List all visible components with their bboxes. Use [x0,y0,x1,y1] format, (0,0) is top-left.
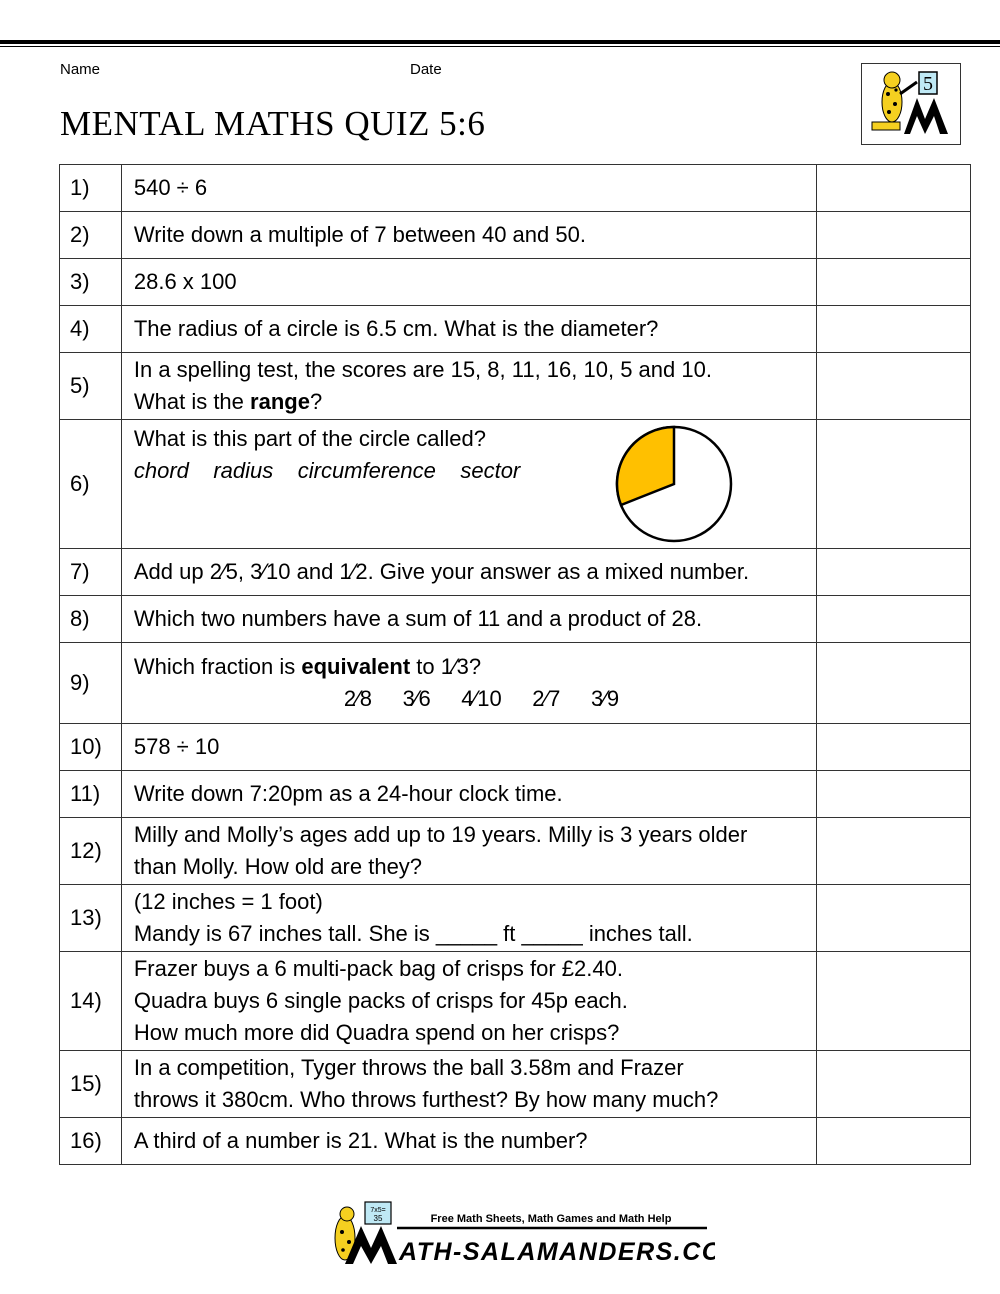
question-text: Add up 2⁄5, 3⁄10 and 1⁄2. Give your answer as a mixed number. [121,549,816,596]
question-row [60,259,971,306]
fraction: 1⁄2 [339,559,368,584]
question-number: 8) [60,596,122,643]
name-label: Name [60,61,101,78]
option: sector [460,458,521,483]
question-row [60,306,971,353]
fraction-choice: 4⁄10 [461,686,502,711]
question-text [121,420,816,549]
answer-box[interactable] [817,420,971,549]
question-number: 13) [60,885,122,952]
question-text: 540 ÷ 6 [121,165,816,212]
question-text: Write down a multiple of 7 between 40 and 50. [121,212,816,259]
quiz-table [59,164,971,1165]
keyword: range [250,389,310,414]
keyword: equivalent [301,654,411,679]
footer-logo [325,1198,715,1270]
circle-sector-diagram [612,422,736,546]
footer-site-name: ATH-SALAMANDERS.COM [399,1238,715,1266]
question-text: 28.6 x 100 [121,259,816,306]
answer-box[interactable] [817,1118,971,1165]
question-number: 7) [60,549,122,596]
fraction: 3⁄10 [250,559,291,584]
question-number: 2) [60,212,122,259]
fraction-choice: 2⁄7 [532,686,561,711]
question-row [60,420,971,549]
question-number: 16) [60,1118,122,1165]
answer-box[interactable] [817,353,971,420]
answer-box[interactable] [817,596,971,643]
answer-box[interactable] [817,724,971,771]
answer-box[interactable] [817,306,971,353]
answer-box[interactable] [817,885,971,952]
answer-box[interactable] [817,165,971,212]
question-text: 578 ÷ 10 [121,724,816,771]
question-number: 6) [60,420,122,549]
date-label: Date [410,61,442,78]
fraction: 2⁄5 [209,559,238,584]
fraction-choices [134,683,815,715]
footer-tagline: Free Math Sheets, Math Games and Math Help [430,1213,672,1225]
answer-box[interactable] [817,212,971,259]
option: chord [133,458,189,483]
fraction-choice: 3⁄9 [590,686,620,711]
question-line: What is this part of the circle called? [133,426,487,451]
question-text [121,818,816,885]
answer-box[interactable] [817,818,971,885]
question-line: (12 inches = 1 foot) [133,889,323,914]
answer-box[interactable] [817,952,971,1051]
question-line: Mandy is 67 inches tall. She is _____ ft _____ inches tall. [133,921,693,946]
answer-box[interactable] [817,771,971,818]
question-row [60,596,971,643]
question-row [60,952,971,1051]
answer-box[interactable] [817,549,971,596]
question-line: than Molly. How old are they? [133,854,423,879]
question-line: Milly and Molly’s ages add up to 19 years. Milly is 3 years older [133,822,748,847]
answer-box[interactable] [817,259,971,306]
question-number: 11) [60,771,122,818]
question-text [121,952,816,1051]
question-number: 12) [60,818,122,885]
fraction-choice: 3⁄6 [402,686,431,711]
question-text: Which two numbers have a sum of 11 and a product of 28. [121,596,816,643]
question-number: 5) [60,353,122,420]
question-line: What is the range? [133,389,323,414]
question-number: 3) [60,259,122,306]
question-line: In a spelling test, the scores are 15, 8, 11, 16, 10, 5 and 10. [133,357,712,382]
question-number: 4) [60,306,122,353]
option: circumference [297,458,436,483]
fraction: 1⁄3 [440,654,469,679]
page-title: MENTAL MATHS QUIZ 5:6 [60,104,486,143]
question-row [60,353,971,420]
question-text: The radius of a circle is 6.5 cm. What is the diameter? [121,306,816,353]
top-rule-thin [0,46,1000,47]
badge-number: 5 [923,73,933,95]
option: radius [213,458,274,483]
question-text [121,353,816,420]
question-row [60,885,971,952]
question-row [60,549,971,596]
question-row [60,165,971,212]
fraction-choice: 2⁄8 [343,686,373,711]
question-text: A third of a number is 21. What is the number? [121,1118,816,1165]
question-text [121,643,816,724]
question-line: Quadra buys 6 single packs of crisps for 45p each. [133,988,628,1013]
svg-text:7x5=: 7x5= [370,1207,386,1214]
question-line: In a competition, Tyger throws the ball 3.58m and Frazer [133,1055,684,1080]
question-number: 15) [60,1051,122,1118]
question-text [121,1051,816,1118]
question-number: 9) [60,643,122,724]
question-line: throws it 380cm. Who throws furthest? By how many much? [133,1087,719,1112]
question-line: Which fraction is equivalent to 1⁄3? [133,654,482,679]
question-row [60,1051,971,1118]
answer-box[interactable] [817,643,971,724]
question-text: Write down 7:20pm as a 24-hour clock time. [121,771,816,818]
question-number: 1) [60,165,122,212]
question-text [121,885,816,952]
question-row [60,1118,971,1165]
question-number: 14) [60,952,122,1051]
question-line: Frazer buys a 6 multi-pack bag of crisps for £2.40. [133,956,623,981]
salamander-logo [861,63,961,145]
question-row [60,212,971,259]
top-rule [0,40,1000,44]
question-row [60,818,971,885]
svg-text:35: 35 [373,1214,383,1223]
question-row [60,724,971,771]
question-number: 10) [60,724,122,771]
question-row [60,643,971,724]
question-row [60,771,971,818]
question-line: How much more did Quadra spend on her crisps? [133,1020,620,1045]
answer-box[interactable] [817,1051,971,1118]
